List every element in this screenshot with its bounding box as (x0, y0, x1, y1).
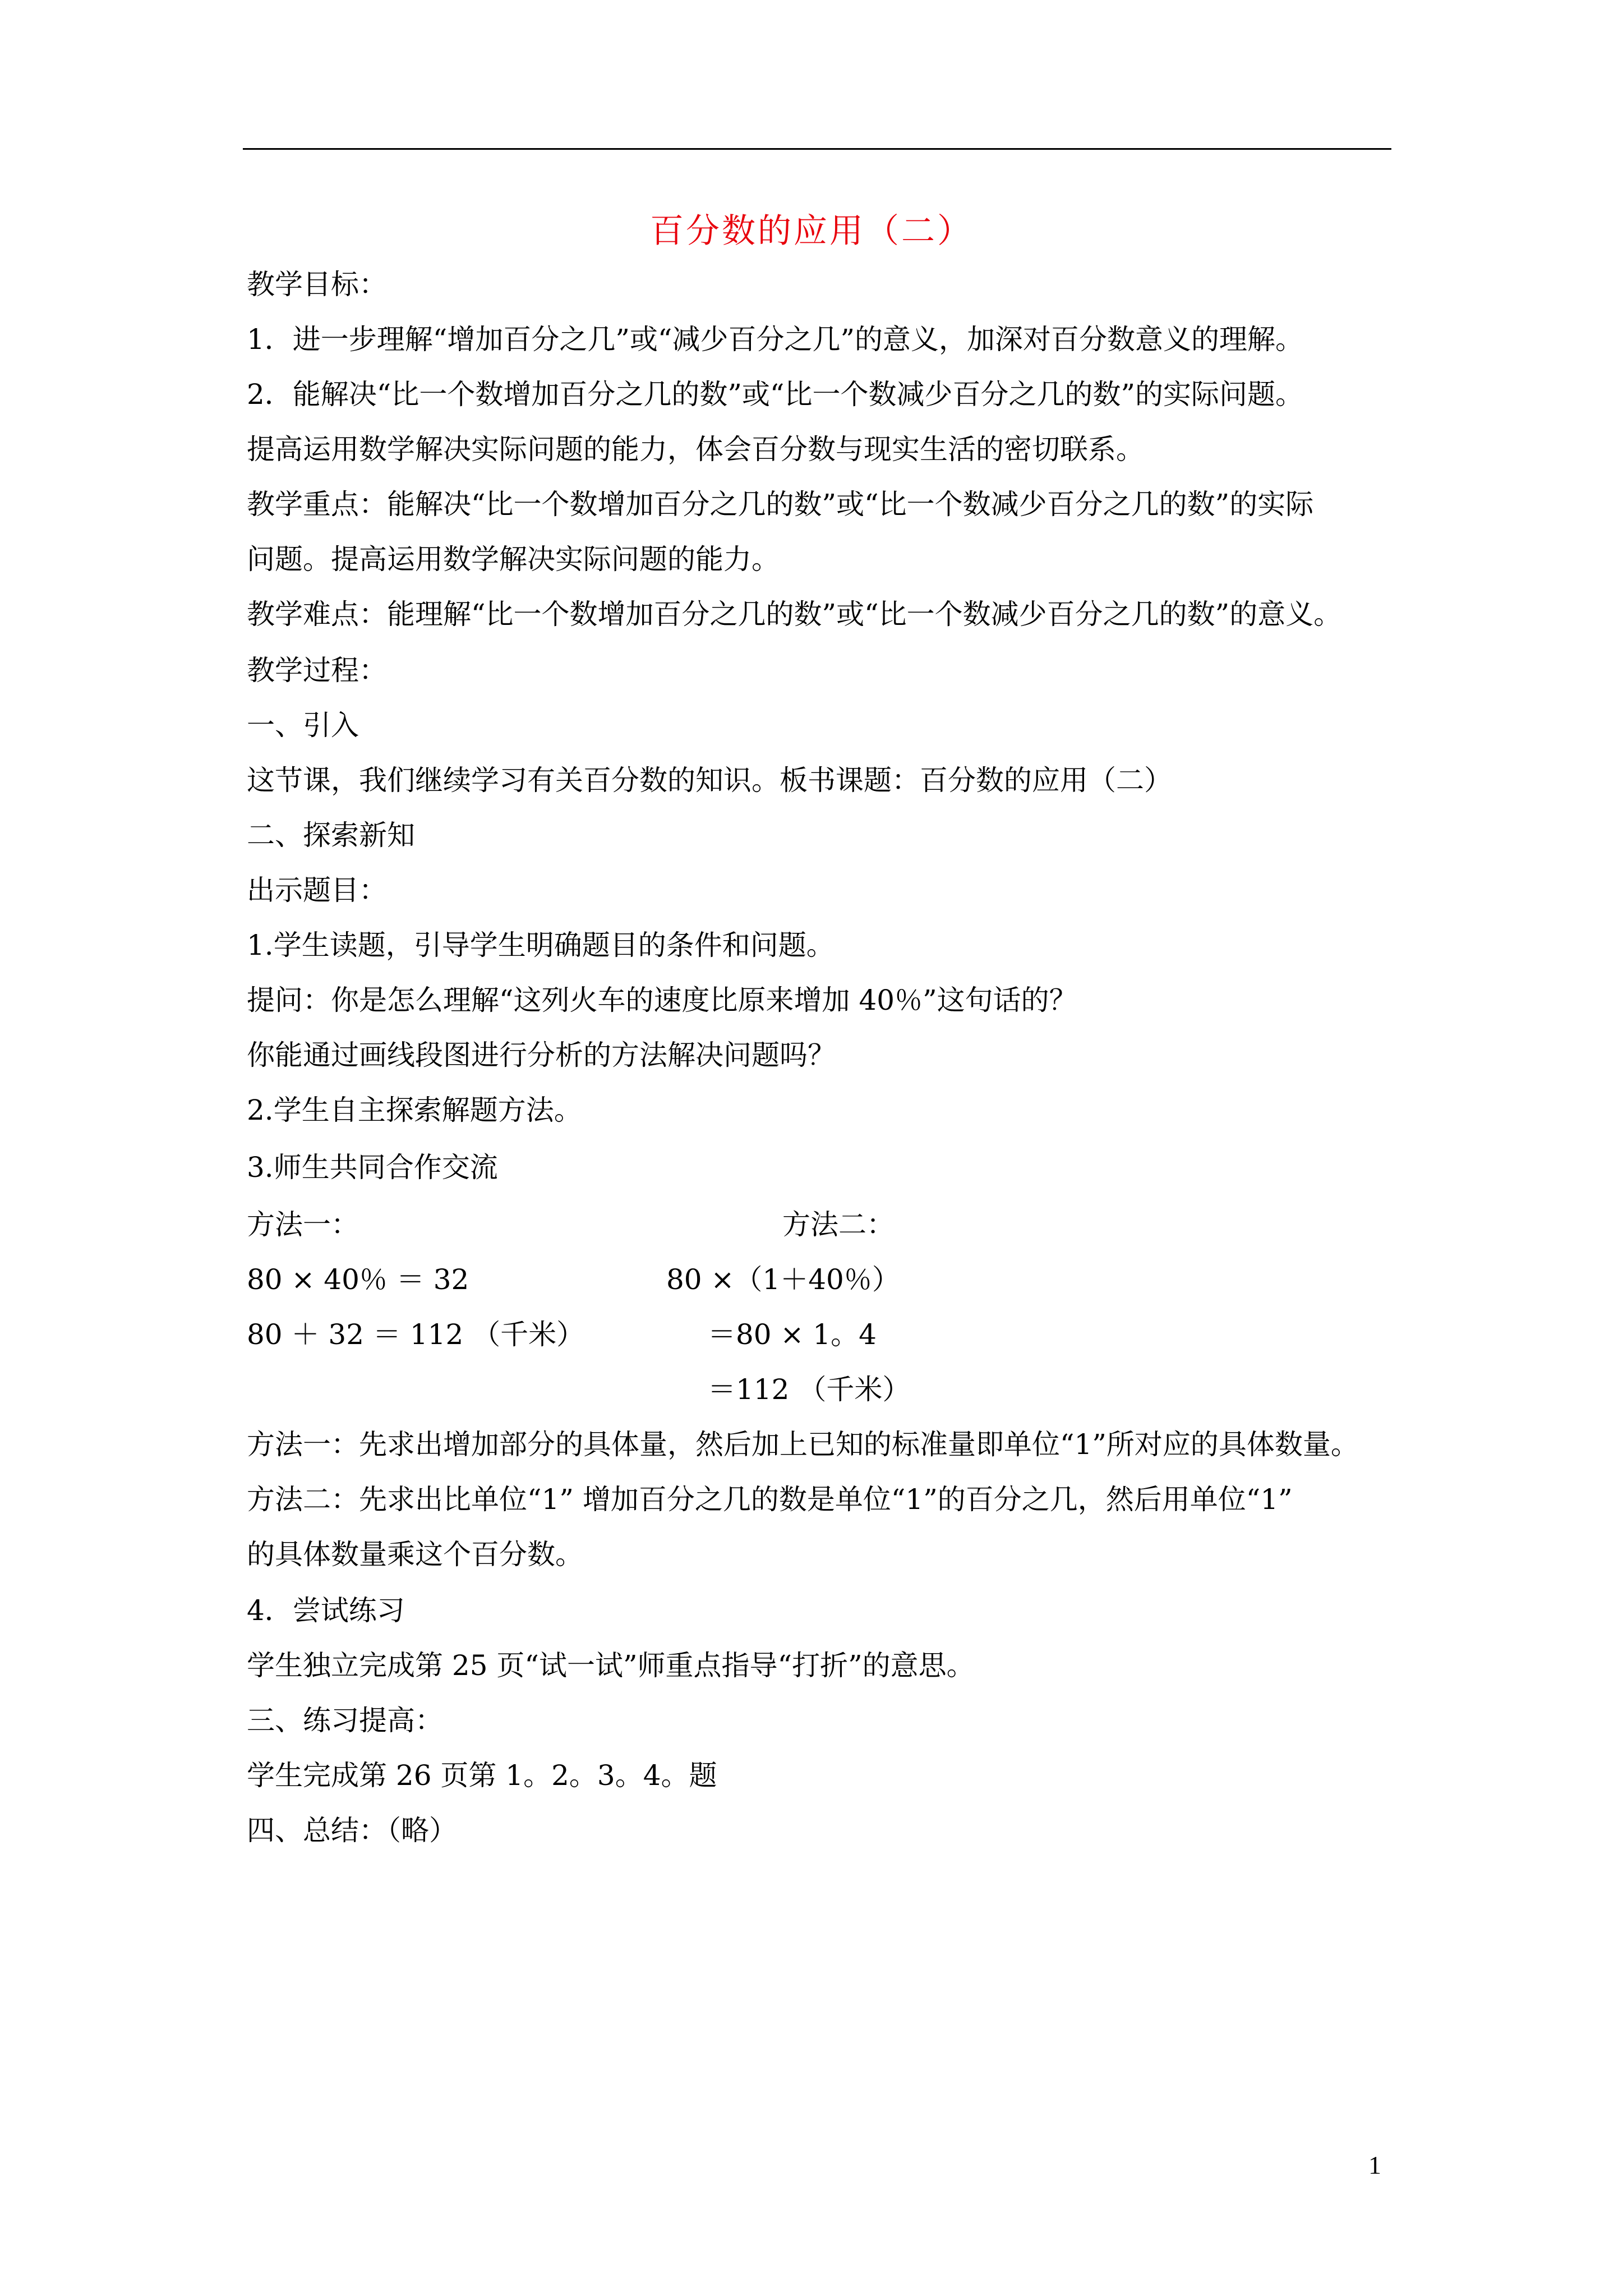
method-one-label: 方法一： (247, 1208, 359, 1241)
body-line: 四、总结：（略） (247, 1814, 457, 1847)
body-line: 教学过程： (247, 654, 387, 687)
method-two-step-3: ＝112 （千米） (708, 1373, 911, 1406)
method-two-step-1: 80 ×（1＋40％） (666, 1263, 900, 1296)
method-two-step-2: ＝80 × 1。4 (708, 1318, 877, 1351)
body-line: 二、探索新知 (247, 819, 415, 852)
page-number: 1 (1368, 2151, 1381, 2179)
body-line: 教学重点：能解决“比一个数增加百分之几的数”或“比一个数减少百分之几的数”的实际 (247, 488, 1314, 521)
body-line: 问题。提高运用数学解决实际问题的能力。 (247, 543, 780, 576)
body-line: 你能通过画线段图进行分析的方法解决问题吗？ (247, 1039, 836, 1071)
body-line: 提问：你是怎么理解“这列火车的速度比原来增加 40％”这句话的？ (247, 984, 1077, 1016)
body-line: 1.学生读题，引导学生明确题目的条件和问题。 (247, 929, 834, 961)
body-line: 学生完成第 26 页第 1。2。3。4。题 (247, 1759, 717, 1792)
body-line: 2．能解决“比一个数增加百分之几的数”或“比一个数减少百分之几的数”的实际问题。 (247, 378, 1304, 411)
body-line: 方法二：先求出比单位“1” 增加百分之几的数是单位“1”的百分之几，然后用单位“1” (247, 1483, 1293, 1516)
document-title: 百分数的应用（二） (650, 211, 973, 251)
body-line: 3.师生共同合作交流 (247, 1151, 498, 1184)
body-line: 教学目标： (247, 268, 387, 301)
body-line: 方法一：先求出增加部分的具体量，然后加上已知的标准量即单位“1”所对应的具体数量。 (247, 1428, 1359, 1461)
method-one-step-1: 80 × 40％ ＝ 32 (247, 1263, 469, 1296)
body-line: 教学难点：能理解“比一个数增加百分之几的数”或“比一个数减少百分之几的数”的意义。 (247, 598, 1342, 631)
body-line: 的具体数量乘这个百分数。 (247, 1538, 583, 1571)
header-rule (243, 148, 1391, 150)
body-line: 2.学生自主探索解题方法。 (247, 1094, 582, 1126)
body-line: 1．进一步理解“增加百分之几”或“减少百分之几”的意义，加深对百分数意义的理解。 (247, 323, 1304, 356)
method-one-step-2: 80 ＋ 32 ＝ 112 （千米） (247, 1318, 585, 1351)
body-line: 三、练习提高： (247, 1704, 443, 1737)
body-line: 4．尝试练习 (247, 1594, 405, 1627)
method-two-label: 方法二： (782, 1208, 895, 1241)
body-line: 一、引入 (247, 709, 359, 742)
body-line: 这节课，我们继续学习有关百分数的知识。板书课题：百分数的应用（二） (247, 764, 1172, 797)
body-line: 出示题目： (247, 874, 387, 907)
body-line: 学生独立完成第 25 页“试一试”师重点指导“打折”的意思。 (247, 1649, 975, 1682)
body-line: 提高运用数学解决实际问题的能力，体会百分数与现实生活的密切联系。 (247, 433, 1144, 466)
